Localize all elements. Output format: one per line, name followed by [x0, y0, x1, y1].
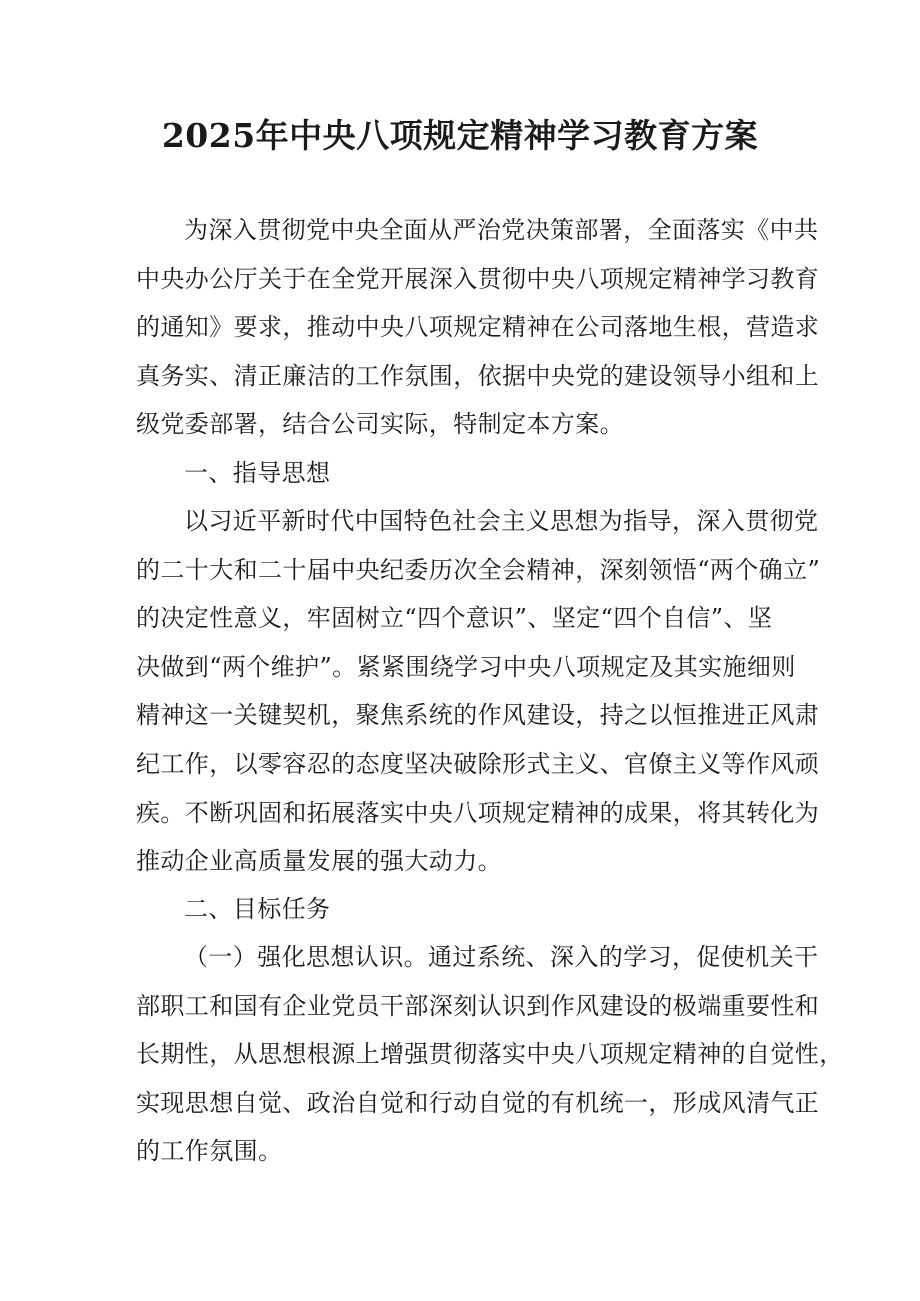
- paragraph-line: 实现思想自觉、政治自觉和行动自觉的有机统一，形成风清气正: [136, 1088, 820, 1117]
- intro-line: 中央办公厅关于在全党开展深入贯彻中央八项规定精神学习教育: [136, 264, 820, 293]
- paragraph-line: （一）强化思想认识。通过系统、深入的学习，促使机关干: [184, 943, 819, 971]
- paragraph-line: 的决定性意义，牢固树立“四个意识”、坚定“四个自信”、坚: [136, 604, 773, 633]
- goals-paragraph: [136, 933, 844, 1176]
- paragraph-line: 以习近平新时代中国特色社会主义思想为指导，深入贯彻党: [184, 507, 819, 535]
- section-heading-goals: 二、目标任务: [184, 895, 331, 923]
- paragraph-line: 纪工作，以零容忍的态度坚决破除形式主义、官僚主义等作风顽: [136, 749, 820, 778]
- paragraph-line: 推动企业高质量发展的强大动力。: [136, 847, 502, 876]
- intro-line: 真务实、清正廉洁的工作氛围，依据中央党的建设领导小组和上: [136, 361, 820, 390]
- paragraph-line: 的工作氛围。: [136, 1137, 283, 1166]
- paragraph-line: 疾。不断巩固和拓展落实中央八项规定精神的成果，将其转化为: [136, 798, 820, 827]
- intro-line: 为深入贯彻党中央全面从严治党决策部署，全面落实《中共: [184, 216, 819, 244]
- paragraph-line: 决做到“两个维护”。紧紧围绕学习中央八项规定及其实施细则: [136, 652, 796, 681]
- section-heading-guiding-thought: 一、指导思想: [184, 459, 331, 487]
- paragraph-line: 部职工和国有企业党员干部深刻认识到作风建设的极端重要性和: [136, 991, 820, 1020]
- intro-paragraph: [136, 206, 820, 449]
- intro-line: 的通知》要求，推动中央八项规定精神在公司落地生根，营造求: [136, 313, 820, 342]
- guiding-thought-paragraph: [136, 497, 821, 886]
- intro-line: 级党委部署，结合公司实际，特制定本方案。: [136, 410, 624, 439]
- document-title: 2025年中央八项规定精神学习教育方案: [161, 116, 759, 155]
- paragraph-line: 的二十大和二十届中央纪委历次全会精神，深刻领悟“两个确立”: [136, 555, 821, 584]
- paragraph-line: 精神这一关键契机，聚焦系统的作风建设，持之以恒推进正风肃: [136, 701, 820, 730]
- paragraph-line: 长期性，从思想根源上增强贯彻落实中央八项规定精神的自觉性，: [136, 1040, 844, 1069]
